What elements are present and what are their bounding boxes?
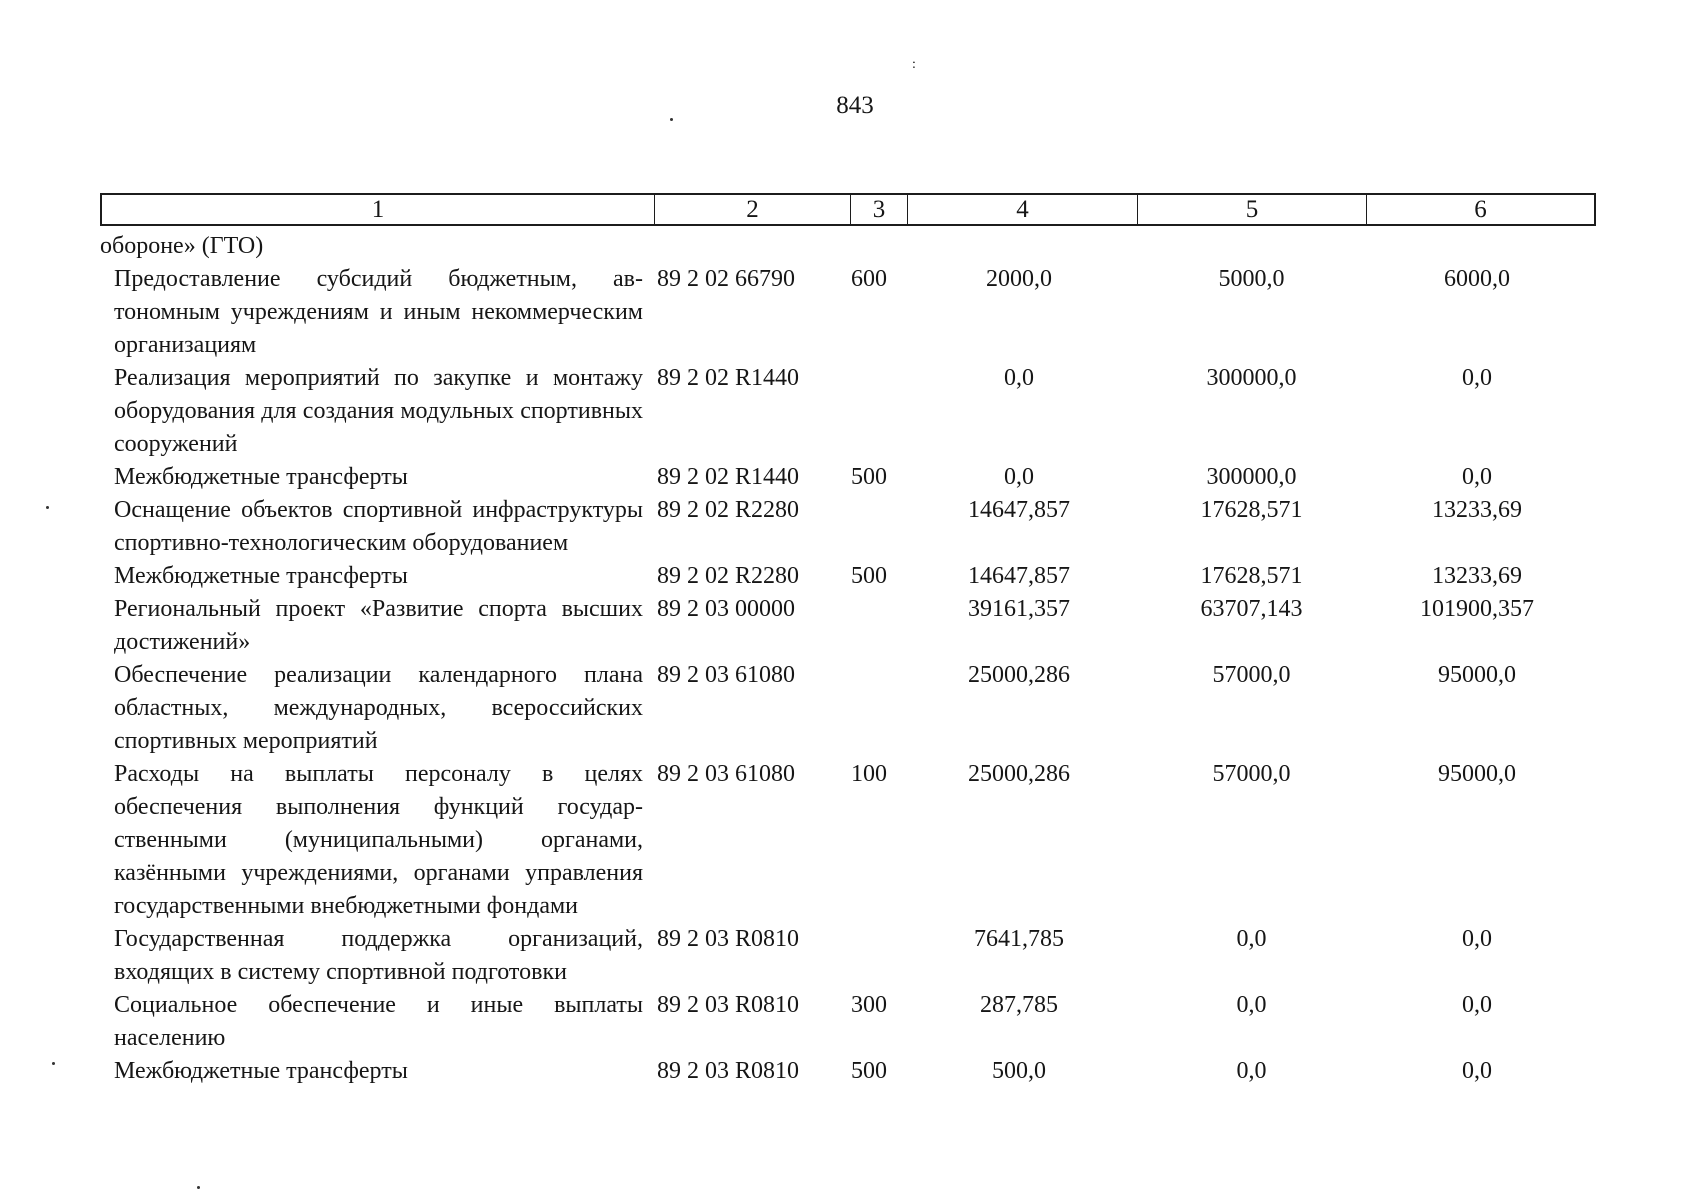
row-name: Межбюджетные трансферты <box>114 464 408 490</box>
row-value-col6: 13233,69 <box>1432 563 1522 589</box>
row-code: 89 2 03 61080 <box>657 761 795 787</box>
row-value-col6: 0,0 <box>1462 1058 1492 1084</box>
table-row <box>100 263 1600 362</box>
row-value-col4: 39161,357 <box>968 596 1070 622</box>
row-type: 500 <box>851 1058 887 1084</box>
row-value-col4: 2000,0 <box>986 266 1052 292</box>
row-name: обороне» (ГТО) <box>100 233 264 259</box>
row-value-col5: 17628,571 <box>1200 497 1303 523</box>
row-value-col4: 14647,857 <box>968 497 1070 523</box>
row-value-col6: 6000,0 <box>1444 266 1510 292</box>
row-name: Региональный проект «Развитие спорта высших достижений» <box>114 596 643 655</box>
row-code: 89 2 02 R2280 <box>657 563 800 589</box>
page-number: 843 <box>836 92 874 119</box>
row-value-col4: 25000,286 <box>968 662 1070 688</box>
row-code: 89 2 03 R0810 <box>657 926 800 952</box>
row-name: Межбюджетные трансферты <box>114 563 408 589</box>
row-type: 100 <box>851 761 887 787</box>
table-row <box>100 989 1600 1055</box>
row-name: Межбюджетные трансферты <box>114 1058 408 1084</box>
row-value-col5: 17628,571 <box>1200 563 1303 589</box>
row-type: 300 <box>851 992 887 1018</box>
header-col-6: 6 <box>1474 196 1487 223</box>
row-value-col5: 0,0 <box>1236 992 1267 1018</box>
row-value-col5: 0,0 <box>1236 1058 1267 1084</box>
row-name: Социальное обеспечение и иные выплаты населению <box>114 992 643 1051</box>
row-value-col4: 0,0 <box>1004 365 1034 391</box>
header-col-4: 4 <box>908 195 1138 224</box>
row-value-col4: 14647,857 <box>968 563 1070 589</box>
row-code: 89 2 02 R2280 <box>657 497 800 523</box>
scan-speck <box>670 118 673 121</box>
row-code: 89 2 03 61080 <box>657 662 795 688</box>
table-row <box>100 560 1600 593</box>
row-value-col4: 0,0 <box>1004 464 1034 490</box>
row-value-col5: 300000,0 <box>1206 464 1297 490</box>
row-name: Оснащение объектов спортивной инфраструктуры спортивно-технологическим оборудованием <box>114 497 643 556</box>
table-row <box>100 230 1600 263</box>
table-row <box>100 362 1600 461</box>
row-code: 89 2 02 R1440 <box>657 365 800 391</box>
top-mark: : <box>912 57 916 72</box>
row-value-col5: 5000,0 <box>1218 266 1285 292</box>
scan-speck <box>52 1062 55 1065</box>
row-name: Расходы на выплаты персоналу в целях обеспечения выполнения функций государственными (муниципальными) органами, казёнными учреждениями, органами управления государственными внебюджетными фондами <box>114 761 643 919</box>
row-value-col6: 0,0 <box>1462 926 1492 952</box>
row-value-col6: 101900,357 <box>1420 596 1534 622</box>
row-code: 89 2 02 R1440 <box>657 464 800 490</box>
scan-speck <box>46 506 49 509</box>
table-body <box>100 230 1600 1088</box>
row-value-col5: 63707,143 <box>1200 596 1303 622</box>
row-type: 500 <box>851 563 887 589</box>
row-value-col4: 25000,286 <box>968 761 1070 787</box>
table-row <box>100 1055 1600 1088</box>
row-value-col6: 95000,0 <box>1438 761 1516 787</box>
table-row <box>100 923 1600 989</box>
row-value-col6: 0,0 <box>1462 992 1492 1018</box>
table-row <box>100 461 1600 494</box>
row-code: 89 2 03 R0810 <box>657 1058 800 1084</box>
row-value-col6: 13233,69 <box>1432 497 1522 523</box>
row-value-col4: 7641,785 <box>974 926 1064 952</box>
row-name: Государственная поддержка организаций, входящих в систему спортивной подготовки <box>114 926 643 985</box>
row-name: Предоставление субсидий бюджетным, автономным учреждениям и иным некоммерческим организациям <box>114 266 643 358</box>
row-value-col4: 500,0 <box>992 1058 1046 1084</box>
row-value-col6: 0,0 <box>1462 365 1492 391</box>
row-value-col6: 0,0 <box>1462 464 1492 490</box>
scan-speck <box>197 1186 200 1189</box>
table-header <box>100 193 1596 226</box>
row-code: 89 2 03 R0810 <box>657 992 800 1018</box>
row-value-col5: 300000,0 <box>1206 365 1297 391</box>
row-value-col6: 95000,0 <box>1438 662 1516 688</box>
header-col-3: 3 <box>851 195 908 224</box>
table-row <box>100 593 1600 659</box>
row-name: Обеспечение реализации календарного плана областных, международных, всероссийских спортивных мероприятий <box>114 662 643 754</box>
table-row <box>100 659 1600 758</box>
row-type: 500 <box>851 464 887 490</box>
row-value-col4: 287,785 <box>980 992 1058 1018</box>
row-value-col5: 57000,0 <box>1212 662 1291 688</box>
row-value-col5: 0,0 <box>1236 926 1267 952</box>
table-row <box>100 494 1600 560</box>
table-row <box>100 758 1600 923</box>
header-col-5: 5 <box>1138 195 1367 224</box>
row-type: 600 <box>851 266 887 292</box>
row-code: 89 2 03 00000 <box>657 596 795 622</box>
row-value-col5: 57000,0 <box>1212 761 1291 787</box>
header-col-1: 1 <box>102 195 655 224</box>
header-col-2: 2 <box>655 195 851 224</box>
row-code: 89 2 02 66790 <box>657 266 795 292</box>
row-name: Реализация мероприятий по закупке и монтажу оборудования для создания модульных спортивных сооружений <box>114 365 643 457</box>
